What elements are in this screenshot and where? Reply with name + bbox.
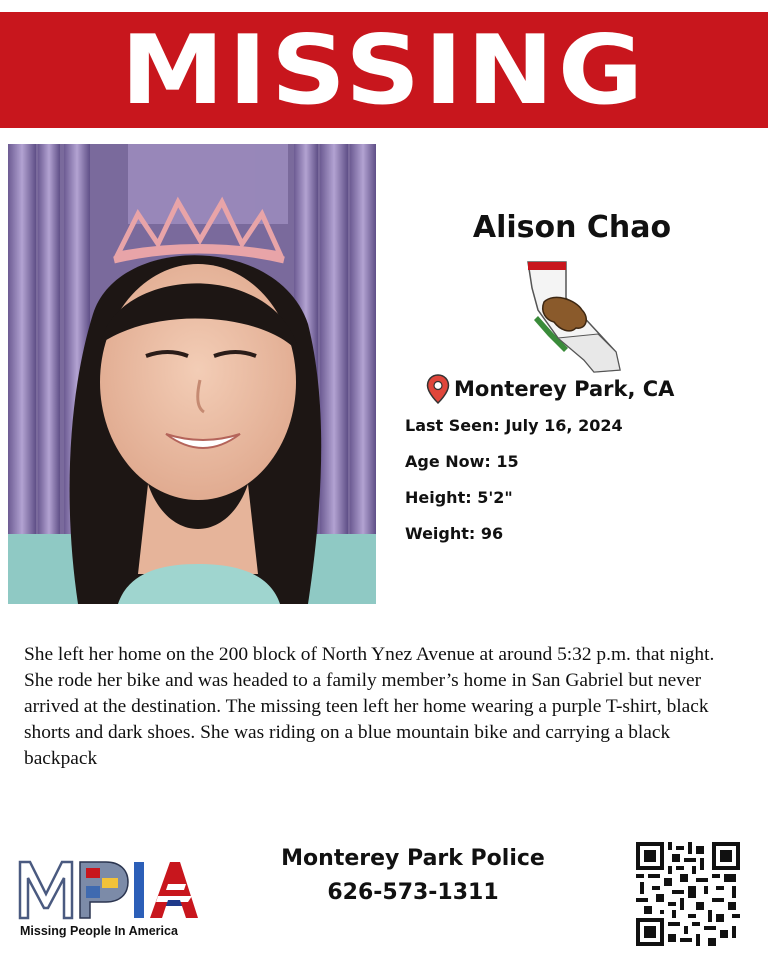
- banner-title: MISSING: [120, 13, 648, 127]
- person-name: Alison Chao: [472, 210, 672, 245]
- location-pin-icon: [426, 374, 450, 404]
- org-caption: Missing People In America: [20, 924, 178, 938]
- mpia-logo: [16, 856, 206, 946]
- last-seen: Last Seen: July 16, 2024: [405, 416, 623, 435]
- qr-code[interactable]: [636, 842, 740, 946]
- police-contact: [248, 842, 578, 910]
- location-text: Monterey Park, CA: [454, 377, 675, 401]
- location-row: [426, 374, 674, 404]
- missing-person-photo: [8, 144, 376, 604]
- incident-description: She left her home on the 200 block of North Ynez Avenue at around 5:32 p.m. that night. She rode her bike and was headed to a family member’s home in San Gabriel but never arrived at the destination. The missing teen left her home wearing a purple T-shirt, black shorts and dark shoes. She was riding on a blue mountain bike and carrying a black backpack: [24, 644, 715, 769]
- mpia-logo-mark: [16, 856, 198, 922]
- person-info-panel: [400, 144, 760, 604]
- missing-banner: [0, 12, 768, 128]
- police-phone[interactable]: 626-573-1311: [327, 880, 499, 905]
- height: Height: 5'2": [405, 488, 513, 507]
- weight: Weight: 96: [405, 524, 504, 543]
- california-flag-map-icon: [524, 260, 624, 383]
- police-name: Monterey Park Police: [281, 846, 545, 871]
- age-now: Age Now: 15: [405, 452, 519, 471]
